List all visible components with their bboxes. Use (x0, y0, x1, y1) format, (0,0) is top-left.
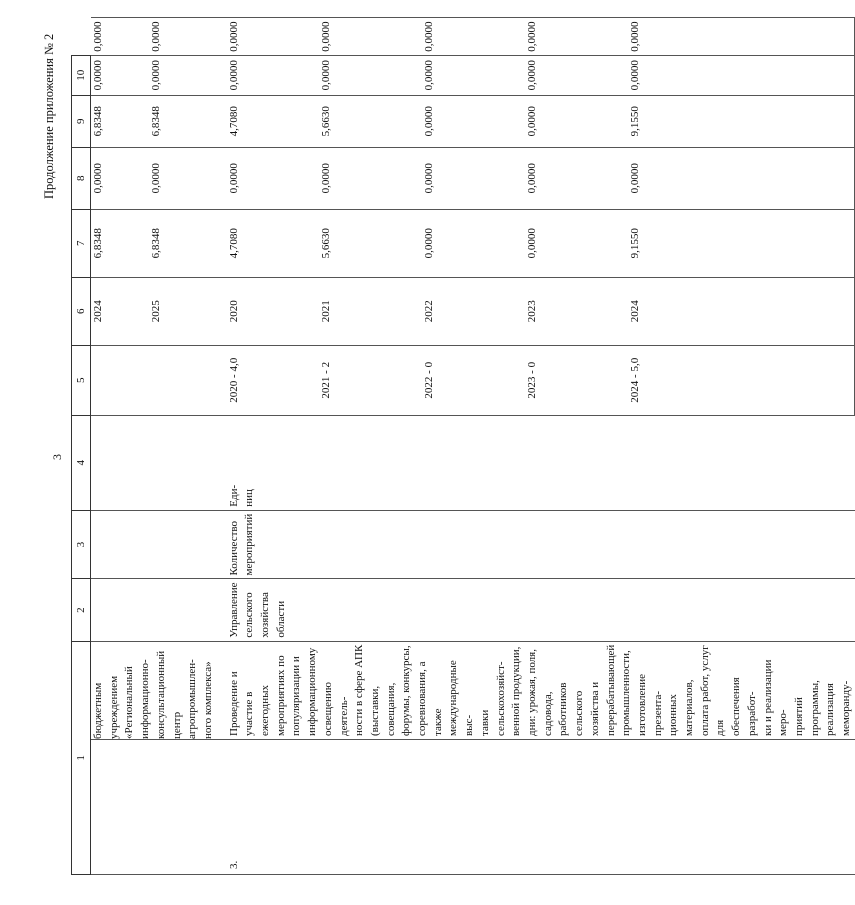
text-line: ниц (243, 489, 256, 507)
text-line: сельского хозяйства и (573, 681, 601, 736)
text-line: освещению деятель- (321, 681, 350, 736)
text-line: консультационный (154, 650, 167, 739)
column-number-row (72, 18, 91, 875)
text-line: Управление (227, 582, 240, 638)
value-cell-v10: 0,0000 (217, 18, 320, 55)
value-cell-v9: 0,0000 (525, 55, 628, 95)
unit-cell (91, 415, 217, 510)
value-cell-v9: 0,0000 (319, 55, 422, 95)
table-row (91, 18, 138, 875)
text-line: мероприятий (243, 513, 256, 576)
value-cell-v6: 6,8348 (91, 209, 138, 277)
value-cell-v7: 0,0000 (525, 147, 628, 209)
page-number: 3 (50, 454, 64, 460)
text-line: ности в сфере АПК (353, 644, 366, 736)
value-cell-v9: 0,0000 (91, 55, 138, 95)
col-header-2: 2 (72, 579, 91, 641)
value-cell-v9: 0,0000 (628, 55, 855, 95)
value-cell-v8: 4,7080 (217, 95, 320, 147)
text-line: соревнования, а также (416, 661, 444, 736)
text-line: перерабатывающей (604, 644, 617, 736)
text-line: хозяйства (259, 592, 272, 638)
value-cell-v8: 9,1550 (628, 95, 855, 147)
col-header-3: 3 (72, 510, 91, 579)
text-line: оплата работ, услуг для (698, 645, 727, 736)
program-activities-table (71, 17, 855, 875)
col-header-10: 10 (72, 55, 91, 95)
text-line: тавки сельскохозяйст- (478, 661, 507, 736)
text-line: промышленности, (620, 650, 633, 736)
text-line: мероприятиях по (274, 655, 287, 736)
value-cell-v6: 5,6630 (319, 209, 422, 277)
text-line: ежегодных (259, 684, 272, 736)
value-cell-v9: 0,0000 (422, 55, 525, 95)
executor-cell (91, 579, 217, 641)
col-header-7: 7 (72, 209, 91, 277)
year-cell: 2022 (422, 277, 525, 345)
year-cell: 2024 (91, 277, 138, 345)
target-value: 2020 - 4,0 (217, 345, 320, 415)
value-cell-v7: 0,0000 (422, 147, 525, 209)
value-cell-v7: 0,0000 (91, 147, 138, 209)
value-cell-v7: 0,0000 (319, 147, 422, 209)
value-cell-v7: 0,0000 (217, 147, 320, 209)
value-cell-v10: 0,0000 (91, 18, 138, 55)
executor (217, 579, 855, 641)
indicator-cell (91, 510, 217, 579)
text-line: изготовление презента- (635, 673, 664, 736)
target-value: 2023 - 0 (525, 345, 628, 415)
value-cell-v10: 0,0000 (137, 18, 217, 55)
target-value: 2022 - 0 (422, 345, 525, 415)
value-cell-v10: 0,0000 (319, 18, 422, 55)
value-cell-v7: 0,0000 (628, 147, 855, 209)
value-cell-v6: 6,8348 (137, 209, 217, 277)
value-cell-v9: 0,0000 (137, 55, 217, 95)
value-cell-v6: 9,1550 (628, 209, 855, 277)
row-number-cell (91, 740, 217, 875)
text-line: ционных материалов, (667, 679, 696, 736)
value-cell-v8: 6,8348 (91, 95, 138, 147)
text-line: области (274, 600, 287, 638)
value-cell-v7: 0,0000 (137, 147, 217, 209)
activity-name (217, 641, 855, 739)
value-cell-v8: 5,6630 (319, 95, 422, 147)
col-header-4: 4 (72, 415, 91, 510)
text-line: реализация меморанду- (824, 680, 853, 736)
value-cell-v8: 0,0000 (422, 95, 525, 147)
year-cell: 2021 (319, 277, 422, 345)
col-header-5: 5 (72, 345, 91, 415)
value-cell-v9: 0,0000 (217, 55, 320, 95)
text-line: Количество (227, 520, 240, 576)
text-line: венной продукции, (510, 646, 523, 736)
indicator (217, 510, 855, 579)
year-cell: 2023 (525, 277, 628, 345)
table-row (217, 18, 320, 875)
year-cell: 2025 (137, 277, 217, 345)
text-line: ки и реализации меро- (761, 659, 790, 736)
text-line: ного комплекса» (201, 661, 214, 739)
value-cell-v6: 0,0000 (525, 209, 628, 277)
text-line: международные выс- (447, 660, 476, 736)
appendix-continuation-label: Продолжение приложения № 2 (42, 33, 56, 199)
value-cell-v6: 4,7080 (217, 209, 320, 277)
text-line: сельского (243, 592, 256, 638)
text-line: приятий программы, (792, 680, 821, 736)
text-line: форумы, конкурсы, (400, 645, 413, 736)
value-cell-v8: 6,8348 (137, 95, 217, 147)
year-cell: 2024 (628, 277, 855, 345)
value-cell-v6: 0,0000 (422, 209, 525, 277)
target-value: 2021 - 2 (319, 345, 422, 415)
text-line: популяризации и (290, 656, 303, 736)
value-cell-v10: 0,0000 (628, 18, 855, 55)
text-line: «Региональный (123, 666, 136, 739)
text-line: обеспечения разработ- (730, 677, 758, 736)
col-header-6: 6 (72, 277, 91, 345)
text-line: центр агропромышлен- (170, 659, 199, 739)
text-line: учреждением (107, 675, 120, 739)
value-cell-v10: 0,0000 (422, 18, 525, 55)
text-line: бюджетным (92, 682, 104, 739)
col-header-8: 8 (72, 147, 91, 209)
col-header-9: 9 (72, 95, 91, 147)
value-cell-v10: 0,0000 (525, 18, 628, 55)
value-cell-v8: 0,0000 (525, 95, 628, 147)
target-value: 2024 - 5,0 (628, 345, 855, 415)
target-cell (91, 345, 217, 415)
text-line: Проведение и участие в (227, 671, 256, 736)
text-line: (выставки, совещания, (368, 682, 397, 736)
text-line: информационно- (139, 659, 152, 739)
year-cell: 2020 (217, 277, 320, 345)
text-line: дни: урожая, поля, (525, 649, 538, 736)
text-line: садовода, работников (541, 682, 570, 736)
unit (217, 415, 855, 510)
col-header-1: 1 (72, 641, 91, 874)
prev-item-text (91, 641, 217, 739)
text-line: информационному (306, 647, 319, 736)
text-line: Еди- (227, 484, 240, 507)
item-number: 3. (217, 740, 855, 875)
